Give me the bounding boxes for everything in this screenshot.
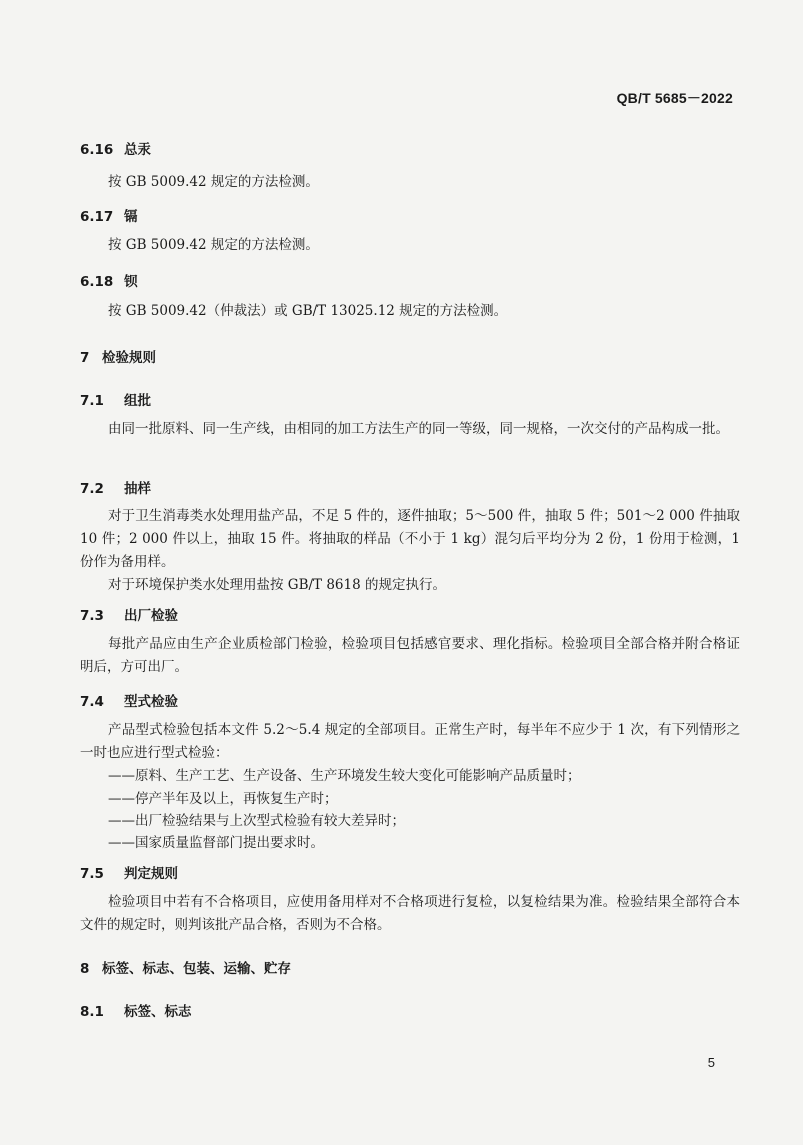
paragraph-6-16: 按 GB 5009.42 规定的方法检测。	[108, 174, 319, 190]
heading-number: 6.18	[80, 274, 114, 290]
list-item-7-4-4: ——国家质量监督部门提出要求时。	[108, 835, 324, 851]
heading-8	[80, 957, 291, 977]
heading-number: 7	[80, 350, 90, 366]
heading-number: 7.4	[80, 694, 104, 710]
list-item-7-4-3: ——出厂检验结果与上次型式检验有较大差异时；	[108, 813, 405, 829]
heading-title: 镉	[124, 209, 138, 225]
heading-title: 出厂检验	[124, 608, 178, 624]
heading-number: 8.1	[80, 1004, 104, 1020]
heading-number: 7.1	[80, 393, 104, 409]
list-item-7-4-1: ——原料、生产工艺、生产设备、生产环境发生较大变化可能影响产品质量时；	[108, 768, 581, 784]
page-number: 5	[707, 1055, 715, 1070]
standard-code-header: QB/T 5685－2022	[616, 90, 733, 106]
heading-7-4	[80, 690, 178, 710]
heading-title: 型式检验	[124, 694, 178, 710]
heading-title: 检验规则	[102, 350, 156, 366]
paragraph-7-3: 每批产品应由生产企业质检部门检验，检验项目包括感官要求、理化指标。检验项目全部合格并附合格证明后，方可出厂。	[80, 636, 740, 675]
paragraph-7-1: 由同一批原料、同一生产线，由相同的加工方法生产的同一等级，同一规格，一次交付的产品构成一批。	[108, 421, 729, 437]
heading-title: 标签、标志、包装、运输、贮存	[102, 961, 291, 977]
heading-title: 抽样	[124, 481, 151, 497]
heading-title: 钡	[124, 274, 138, 290]
paragraph-7-2-a: 对于卫生消毒类水处理用盐产品，不足 5 件的，逐件抽取；5～500 件，抽取 5 件；501～2 000 件抽取 10 件；2 000 件以上，抽取 15 件。将抽取的样品（不小于 1 kg）混匀后平均分为 2 份，1 份用于检测，1 份作为备用样。	[80, 508, 740, 570]
heading-number: 8	[80, 961, 90, 977]
paragraph-7-5: 检验项目中若有不合格项目，应使用备用样对不合格项进行复检，以复检结果为准。检验结果全部符合本文件的规定时，则判该批产品合格，否则为不合格。	[80, 894, 740, 933]
heading-6-16	[80, 138, 151, 158]
heading-8-1	[80, 1000, 192, 1020]
heading-7-3	[80, 604, 178, 624]
heading-title: 总汞	[124, 142, 151, 158]
heading-number: 7.3	[80, 608, 104, 624]
heading-title: 标签、标志	[124, 1004, 192, 1020]
heading-title: 判定规则	[124, 866, 178, 882]
paragraph-6-17: 按 GB 5009.42 规定的方法检测。	[108, 237, 319, 253]
heading-number: 6.16	[80, 142, 114, 158]
heading-number: 7.2	[80, 481, 104, 497]
paragraph-6-18: 按 GB 5009.42（仲裁法）或 GB/T 13025.12 规定的方法检测。	[108, 303, 508, 319]
heading-7-2	[80, 477, 151, 497]
heading-6-17	[80, 205, 138, 225]
heading-number: 6.17	[80, 209, 114, 225]
heading-7-5	[80, 862, 178, 882]
heading-6-18	[80, 270, 138, 290]
paragraph-7-4: 产品型式检验包括本文件 5.2～5.4 规定的全部项目。正常生产时，每半年不应少于 1 次，有下列情形之一时也应进行型式检验：	[80, 722, 740, 761]
heading-title: 组批	[124, 393, 151, 409]
heading-7-1	[80, 389, 151, 409]
heading-number: 7.5	[80, 866, 104, 882]
list-item-7-4-2: ——停产半年及以上，再恢复生产时；	[108, 791, 338, 807]
heading-7	[80, 346, 156, 366]
paragraph-7-2-b: 对于环境保护类水处理用盐按 GB/T 8618 的规定执行。	[108, 577, 446, 593]
